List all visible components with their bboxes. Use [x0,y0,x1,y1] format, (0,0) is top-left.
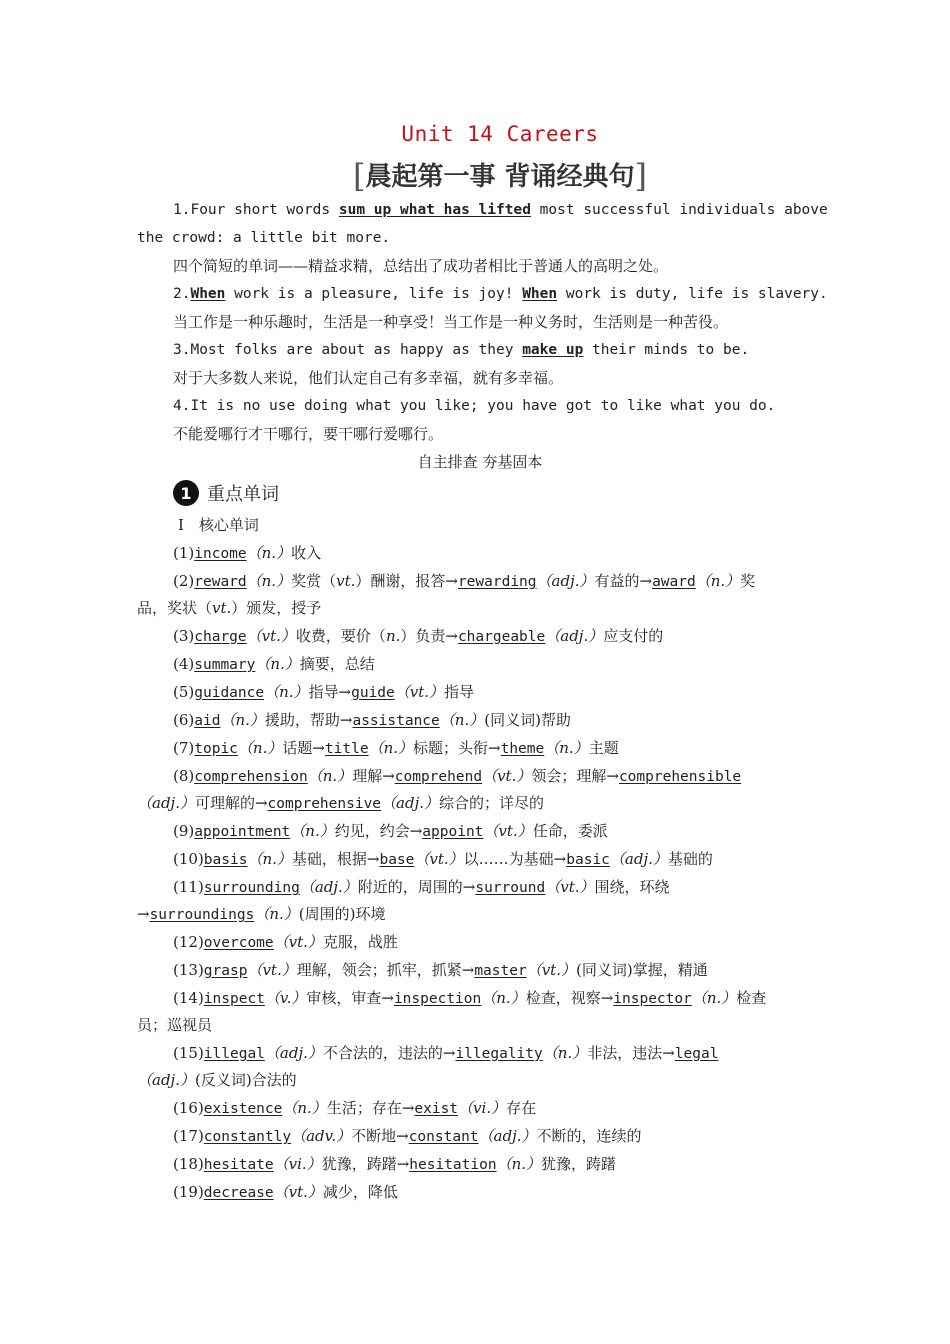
pos: （vi.） [458,1099,507,1117]
vocab-item [173,877,670,898]
word: title [324,741,369,757]
vocab-item [173,1154,616,1175]
meaning: 减少，降低 [322,1183,398,1201]
word: hesitate [203,1157,274,1173]
meaning: 不断地→ [351,1127,409,1145]
word: topic [194,741,238,757]
meaning: 存在 [506,1099,537,1117]
item-number: (2) [173,572,195,590]
item-number: (9) [173,822,195,840]
pos: （vt.） [273,933,323,951]
vocab-item [173,821,608,842]
word: summary [194,657,256,673]
word: inspect [203,991,265,1007]
word: appointment [194,824,291,840]
vocab-item [173,932,398,953]
pos: （vi.） [273,1155,322,1173]
sentence-number: 1. [173,202,191,218]
vocab-item [173,626,663,647]
vocab-item [173,960,708,981]
sentence-text: most successful individuals above [530,202,828,218]
meaning: 综合的；详尽的 [439,794,545,812]
pos: （vt.） [394,683,445,701]
sentence-4-en [173,396,775,416]
pos: （vt.） [246,627,296,645]
pos: （n.） [481,989,526,1007]
sentence-3-cn: 对于大多数人来说，他们认定自己有多幸福，就有多幸福。 [173,369,564,387]
meaning: 援助，帮助→ [264,711,353,729]
meaning: 指导 [444,683,475,701]
word: comprehend [394,769,483,785]
meaning: 犹豫，踌躇→ [321,1155,410,1173]
pos: （n.） [282,1099,327,1117]
sentence-text: work is a pleasure, life is joy! [225,286,523,302]
pos: vt. [212,599,232,617]
item-number: (14) [173,989,204,1007]
vocab-item [173,1182,398,1203]
pos: （n.） [290,822,335,840]
sentence-number: 2. [173,286,191,302]
sentence-1-cn: 四个简短的单词——精益求精，总结出了成功者相比于普通人的高明之处。 [173,257,669,275]
sentence-text: Four short words [190,202,339,218]
meaning: 收入 [291,544,322,562]
vocab-item [173,849,713,870]
vocab-item [173,1126,642,1147]
item-number: (16) [173,1099,204,1117]
item-number: (1) [173,544,195,562]
pos: （adj.） [478,1127,537,1145]
pos: （n.） [695,572,741,590]
word: illegality [455,1046,543,1062]
section-header [173,480,279,506]
key-phrase: When [522,286,558,302]
meaning: 应支付的 [603,627,664,645]
item-number: (4) [173,655,195,673]
meaning: 非法，违法→ [587,1044,675,1062]
meaning: 话题→ [282,739,325,757]
pos: vt. [336,572,356,590]
item-number: (6) [173,711,195,729]
word: guide [351,685,395,701]
word: grasp [203,963,248,979]
meaning: 生活；存在→ [326,1099,415,1117]
word: appoint [422,824,484,840]
pos: （v.） [264,989,307,1007]
sentence-1-en [173,200,828,220]
sentence-text: It is no use doing what you like; you have got to like what you do. [190,398,776,414]
meaning: 不合法的，违法的→ [322,1044,456,1062]
vocab-item [173,1098,536,1119]
pos: （n.） [247,850,292,868]
meaning: 检查，视察→ [525,989,614,1007]
vocab-item [173,654,375,675]
sentence-1-en-cont: the crowd: a little bit more. [137,230,391,246]
word: base [379,852,415,868]
word: legal [674,1046,719,1062]
sentence-4-cn: 不能爱哪行才干哪行，要干哪行爱哪行。 [173,425,444,443]
pos: （vt.） [273,1183,323,1201]
word: surrounding [203,880,300,896]
vocab-item-cont [137,1070,297,1090]
word: theme [500,741,545,757]
word: aid [194,713,221,729]
word: surround [475,880,546,896]
meaning: 围绕，环绕 [594,878,670,896]
vocab-item [173,738,619,759]
unit-title: Unit 14 Careers [401,122,599,146]
word: guidance [194,685,265,701]
sentence-number: 3. [173,342,191,358]
vocab-item [173,682,474,703]
word: award [652,574,696,590]
word: comprehension [194,769,308,785]
meaning: 理解，领会；抓牢，抓紧→ [296,961,475,979]
item-number: (7) [173,739,195,757]
pos: （adj.） [137,794,195,812]
meaning: 奖 [740,572,756,590]
word: inspector [613,991,692,1007]
pos: （n.） [368,739,414,757]
pos: （n.） [237,739,283,757]
section-number-badge: 1 [173,480,199,506]
vocab-item [173,571,755,592]
pos: （adj.） [609,850,668,868]
word: exist [414,1101,459,1117]
banner-right-bracket: ] [634,157,648,195]
word: illegal [203,1046,265,1062]
subsection-title: Ⅰ 核心单词 [178,516,259,534]
meaning: 标题；头衔→ [413,739,501,757]
pos: （adj.） [536,572,595,590]
word: reward [194,574,247,590]
pos: （n.） [542,1044,588,1062]
meaning: 审核，审查→ [306,989,394,1007]
vocab-item [173,988,766,1009]
pos: （n.） [246,572,292,590]
meaning: ）颁发，授予 [231,599,322,617]
meaning: 基础，根据→ [291,850,380,868]
pos: （n.） [439,711,485,729]
pos: （n.） [264,683,309,701]
pos: （vt.） [483,822,533,840]
meaning: (同义词)帮助 [484,711,571,729]
pos: （n.） [691,989,737,1007]
meaning: 任命，委派 [532,822,608,840]
word: decrease [203,1185,274,1201]
pos: （n.） [307,767,353,785]
pos: （n.） [544,739,589,757]
vocab-item [173,710,571,731]
word: rewarding [457,574,537,590]
banner [0,156,950,195]
pos: n. [385,627,401,645]
pos: （adj.） [264,1044,323,1062]
meaning: 约见，约会→ [334,822,423,840]
meaning: 摘要，总结 [299,655,375,673]
key-phrase: sum up what has lifted [338,202,531,218]
meaning: 不断的，连续的 [536,1127,642,1145]
word: assistance [352,713,440,729]
meaning: 克服，战胜 [322,933,398,951]
meaning: 品，奖状（ [137,599,213,617]
item-number: (18) [173,1155,204,1173]
key-phrase: make up [522,342,584,358]
word: overcome [203,935,274,951]
section-title: 重点单词 [207,484,279,505]
pos: （adj.） [299,878,358,896]
arrow: → [137,905,150,923]
word: comprehensive [267,796,382,812]
meaning: 附近的，周围的→ [357,878,476,896]
sentence-text: their minds to be. [583,342,750,358]
pos: （adj.） [545,627,604,645]
pos: （vt.） [526,961,576,979]
word: basis [203,852,248,868]
meaning: 指导→ [308,683,352,701]
banner-text: 晨起第一事 背诵经典句 [365,162,635,192]
meaning: 领会；理解→ [531,767,619,785]
pos: （vt.） [247,961,297,979]
item-number: (5) [173,683,195,701]
meaning: (反义词)合法的 [194,1071,297,1089]
sentence-text: work is duty, life is slavery. [557,286,828,302]
item-number: (19) [173,1183,204,1201]
vocab-item [173,543,321,564]
meaning: (同义词)掌握，精通 [575,961,708,979]
word: charge [194,629,247,645]
banner-left-bracket: [ [352,157,366,195]
pos: （n.） [255,655,300,673]
meaning: 有益的→ [594,572,653,590]
meaning: ）酬谢，报答→ [355,572,458,590]
word: comprehensible [618,769,742,785]
word: income [194,546,247,562]
sentence-2-en [173,284,828,304]
pos: （n.） [254,905,299,923]
word: constant [408,1129,479,1145]
item-number: (11) [173,878,204,896]
pos: （vt.） [414,850,464,868]
word: basic [566,852,610,868]
meaning: 奖赏（ [291,572,337,590]
pos: （adv.） [291,1127,352,1145]
pos: （n.） [220,711,265,729]
vocab-item-cont [137,598,321,618]
pos: （vt.） [482,767,532,785]
item-number: (8) [173,767,195,785]
pos: （adj.） [381,794,440,812]
word: chargeable [457,629,546,645]
item-number: (3) [173,627,195,645]
item-number: (12) [173,933,204,951]
word: master [474,963,527,979]
vocab-item-cont [137,904,386,925]
vocab-item [173,1043,718,1064]
sentence-number: 4. [173,398,191,414]
meaning: (周围的)环境 [298,905,386,923]
sentence-2-cn: 当工作是一种乐趣时，生活是一种享受！当工作是一种义务时，生活则是一种苦役。 [173,313,729,331]
word: existence [203,1101,283,1117]
item-number: (10) [173,850,204,868]
key-phrase: When [190,286,226,302]
meaning: 理解→ [352,767,395,785]
item-number: (13) [173,961,204,979]
meaning: 主题 [588,739,619,757]
meaning: 基础的 [667,850,713,868]
meaning: 收费，要价（ [295,627,386,645]
item-number: (15) [173,1044,204,1062]
sentence-3-en [173,340,749,360]
meaning: 可理解的→ [194,794,268,812]
pos: （n.） [496,1155,542,1173]
word: hesitation [409,1157,497,1173]
pos: （adj.） [137,1071,195,1089]
vocab-item [173,766,741,787]
meaning: 以……为基础→ [463,850,567,868]
pos: （n.） [246,544,292,562]
sentence-text: Most folks are about as happy as they [190,342,523,358]
word: inspection [393,991,482,1007]
meaning: 犹豫，踌躇 [541,1155,617,1173]
word: surroundings [149,907,255,923]
vocab-item-cont: 员；巡视员 [137,1016,213,1034]
meaning: ）负责→ [400,627,458,645]
item-number: (17) [173,1127,204,1145]
pos: （vt.） [545,878,595,896]
meaning: 检查 [736,989,767,1007]
word: constantly [203,1129,292,1145]
vocab-item-cont [137,793,544,814]
section-subtitle: 自主排查 夯基固本 [417,453,543,471]
